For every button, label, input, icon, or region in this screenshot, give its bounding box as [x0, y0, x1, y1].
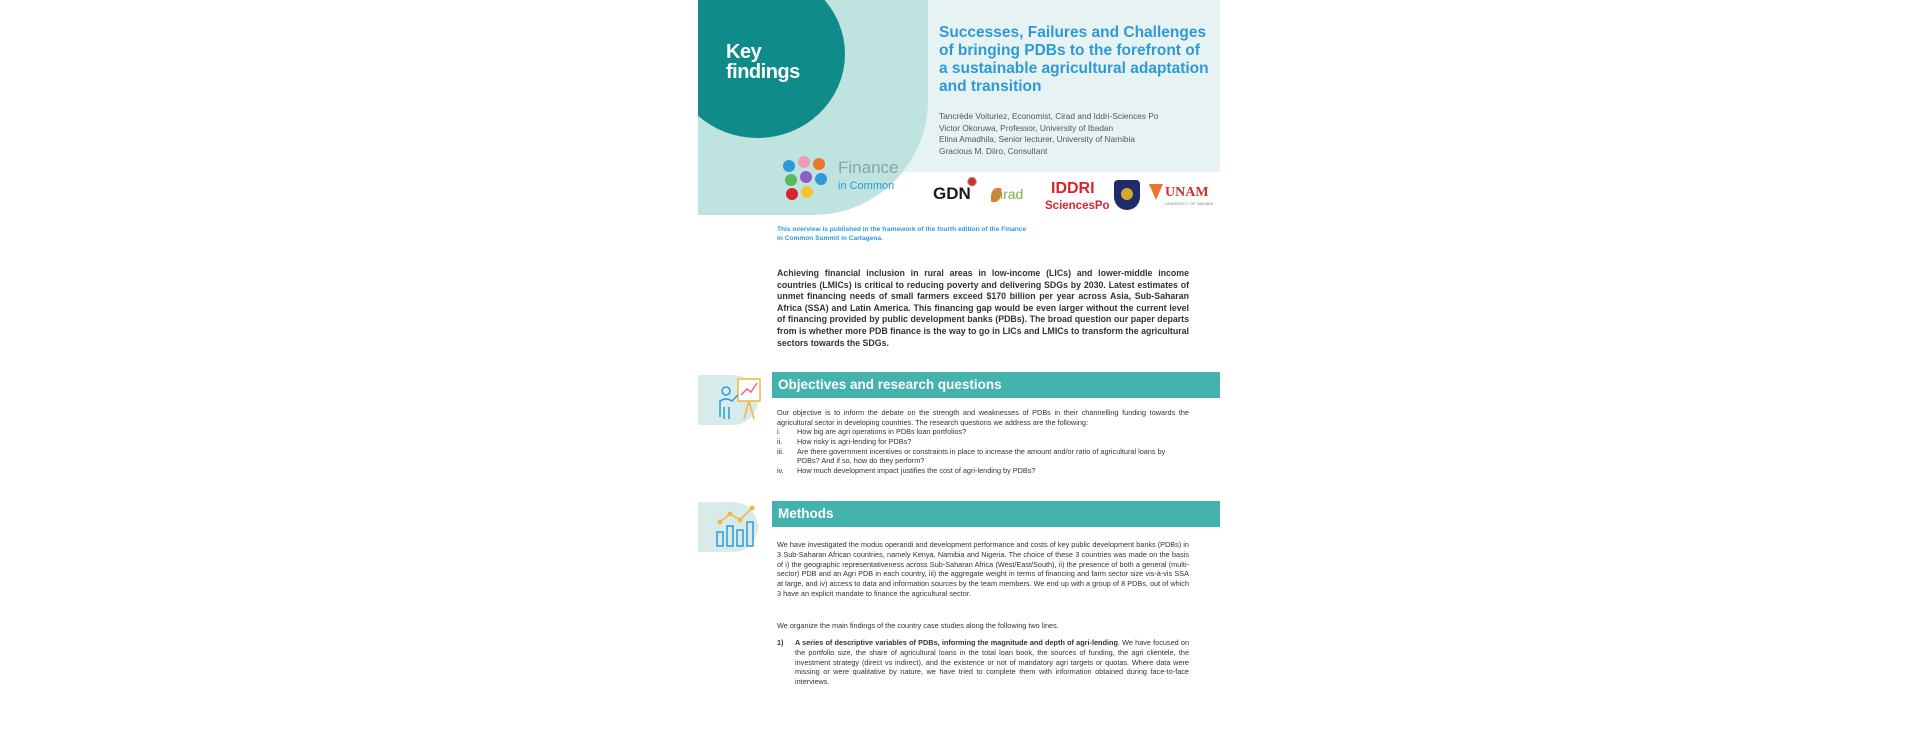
- research-questions-list: [777, 427, 1189, 476]
- objectives-heading-bar: [772, 372, 1220, 398]
- unam-logo: UNAM: [1165, 185, 1209, 200]
- list-item-number: iv.: [777, 466, 784, 476]
- iddri-logo: IDDRI: [1051, 180, 1095, 197]
- partner-logos: [931, 172, 1220, 224]
- finance-in-common-title: Finance: [838, 158, 899, 177]
- finance-in-common-logo-icon: [780, 154, 830, 204]
- key-findings-label: Key findings: [726, 41, 800, 83]
- list-item-number: i.: [777, 427, 781, 436]
- author-line: Elina Amadhila, Senior lecturer, University of Namibia: [939, 134, 1135, 144]
- point-text: . We have focused on the portfolio size, the share of agricultural loans in the total loan book, the sources of funding, the agri clientele, the investment strategy (direct vs indirect), and the existence or not of mandatory agri targets or quotas. Where data were missing or were qualitative by nature, we have tried to complete them with information obtained during face-to-face interviews.: [795, 638, 1190, 687]
- document-page: [698, 0, 1220, 740]
- list-item: [777, 427, 1189, 437]
- author-line: Victor Okoruwa, Professor, University of Ibadan: [939, 122, 1114, 133]
- methods-section-icon: [698, 502, 768, 552]
- gdn-star-icon: ✺: [967, 175, 978, 189]
- author-line: Gracious M. Diiro, Consultant: [939, 145, 1048, 156]
- list-item-text: How risky is agri-lending for PDBs?: [797, 436, 912, 446]
- point-number: 1): [777, 638, 784, 647]
- university-ibadan-crest-icon: [1114, 180, 1140, 210]
- intro-paragraph: Achieving financial inclusion in rural areas in low-income (LICs) and lower-middle income countries (LMICs) is critical to reducing poverty and delivering SDGs by 2030. Latest estimates of unmet financing needs of small farmers exceed $170 billion per year across Asia, Sub-Saharan Africa (SSA) and Latin America. This financing gap would be even larger without the current level of financing provided by public development banks (PDBs). The broad question our paper departs from is whether more PDB finance is the way to go in LICs and LMICs to transform the agricultural sectors towards the SDGs.: [777, 268, 1189, 348]
- objectives-section-icon: [698, 375, 768, 425]
- author-list: [939, 111, 1219, 157]
- methods-heading: Methods: [778, 506, 834, 521]
- methods-paragraph: We have investigated the modus operandi and development performance and costs of key public development banks (PDBs) in 3 Sub-Saharan African countries, namely Kenya, Namibia and Nigeria. The choice of these 3 countries was made on the basis of i) the geographic representativeness across Sub-Saharan Africa (West/East/South), ii) the presence of both a general (multi-sector) PDB and an Agri PDB in each country, iii) the aggregate weight in terms of financing and farm sector size vis-à-vis SSA at large, and iv) access to data and information sources by the team members. We end up with a group of 8 PDBs, out of which 3 have an explicit mandate to finance the agricultural sector.: [777, 540, 1189, 598]
- list-item: [777, 447, 1189, 467]
- objectives-paragraph: Our objective is to inform the debate on the strength and weaknesses of PDBs in their channelling funding towards the agricultural sector in developing countries. The research questions we address are the following:: [777, 408, 1189, 427]
- methods-heading-bar: [772, 501, 1220, 527]
- finance-in-common-subtitle: in Common: [838, 180, 895, 192]
- sciencespo-logo: SciencesPo: [1045, 200, 1110, 212]
- methods-point-1: [777, 638, 1189, 687]
- list-item: [777, 437, 1189, 447]
- list-item-text: How big are agri operations in PDBs loan portfolios?: [797, 427, 967, 436]
- list-item-number: iii.: [777, 446, 784, 456]
- cirad-logo: cirad: [993, 186, 1024, 202]
- gdn-logo: GDN: [933, 184, 971, 203]
- publication-note: This overview is published in the framework of the fourth edition of the Finance in Common Summit in Cartagena.: [777, 226, 1027, 242]
- list-item-text: Are there government incentives or constraints in place to increase the amount and/or ratio of agricultural loans by PDBs? And if so, how do they perform?: [797, 446, 1166, 466]
- list-item-number: ii.: [777, 436, 783, 446]
- list-item: [777, 466, 1189, 476]
- document-title: Successes, Failures and Challenges of bringing PDBs to the forefront of a sustainable agricultural adaptation and transition: [939, 24, 1209, 95]
- author-line: Tancrède Voituriez, Economist, Cirad and Iddri-Sciences Po: [939, 111, 1159, 121]
- bar-chart-icon: [716, 504, 764, 550]
- point-heading: A series of descriptive variables of PDBs, informing the magnitude and depth of agri-lending: [795, 638, 1118, 647]
- point-body: [795, 638, 1189, 687]
- list-item-text: How much development impact justifies the cost of agri-lending by PDBs?: [797, 466, 1036, 476]
- unam-subtitle: UNIVERSITY OF NAMIBIA: [1165, 201, 1214, 206]
- methods-paragraph-2: We organize the main findings of the country case studies along the following two lines.: [777, 621, 1059, 630]
- presenter-icon: [716, 375, 764, 425]
- objectives-heading: Objectives and research questions: [778, 377, 1002, 392]
- unam-mark-icon: [1149, 184, 1163, 200]
